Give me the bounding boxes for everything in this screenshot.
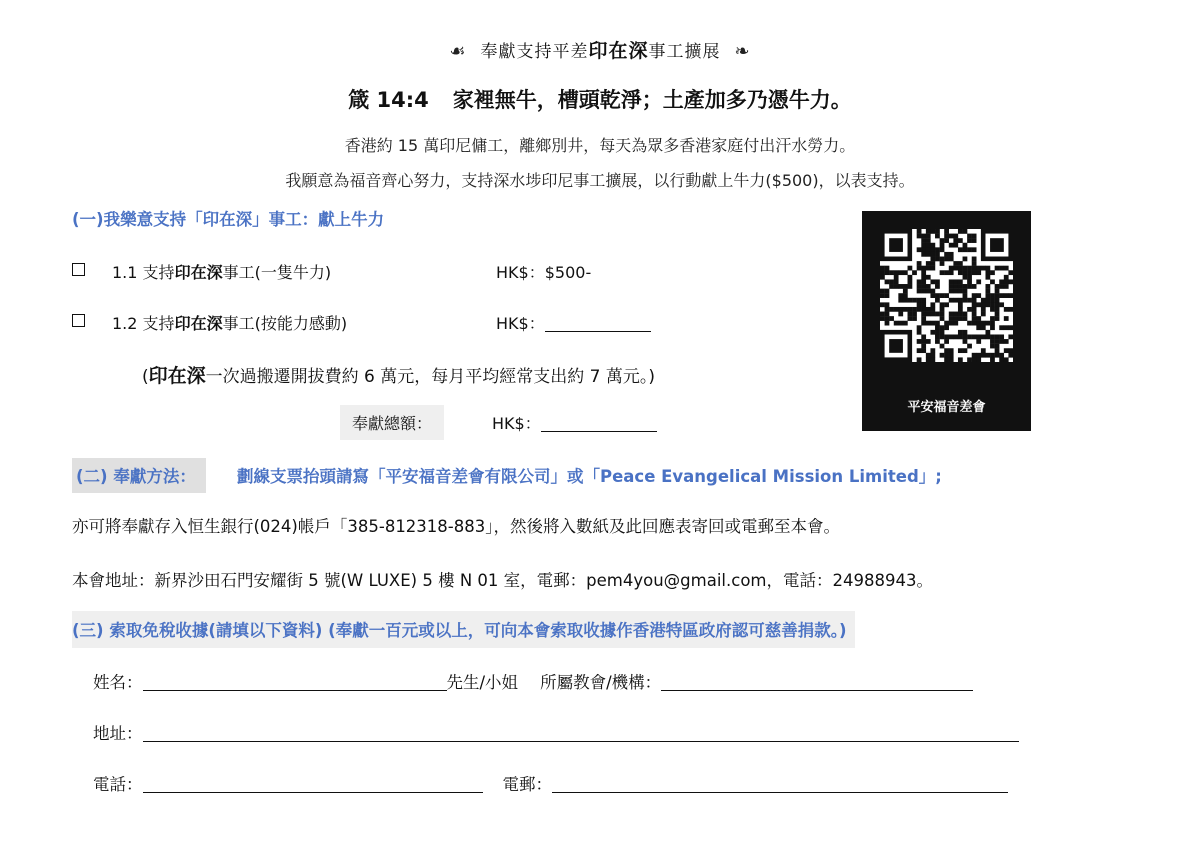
name-label: 姓名：: [93, 673, 143, 692]
verse-reference: 箴 14:4: [348, 88, 429, 112]
amount-label: HK$：: [496, 263, 545, 282]
header-prefix: 奉獻支持平差: [480, 42, 589, 62]
option-number: 1.2: [112, 314, 138, 333]
section2-label: (二) 奉獻方法：: [72, 458, 206, 493]
option-prefix: 支持: [142, 314, 175, 333]
qr-code-image: [880, 229, 1013, 362]
note-bold: 印在深: [148, 365, 206, 387]
phone-field[interactable]: [143, 776, 483, 793]
office-address: 本會地址：新界沙田石門安耀街 5 號(W LUXE) 5 樓 N 01 室，電郵：pem4you@gmail.com，電話：24988943。: [72, 571, 933, 590]
note-open: (: [142, 367, 149, 387]
option-1-2-checkbox[interactable]: [72, 314, 85, 327]
option-bold: 印在深: [174, 314, 223, 333]
intro-line-1: 香港約 15 萬印尼傭工，離鄉別井，每天為眾多香港家庭付出汗水勞力。: [344, 136, 856, 155]
deposit-instructions: 亦可將奉獻存入恒生銀行(024)帳戶「385-812318-883」，然後將入數紙及此回應表寄回或電郵至本會。: [72, 517, 840, 536]
option-1-1-label: [112, 260, 331, 283]
qr-code-icon: [880, 229, 1013, 362]
cost-note: [142, 361, 655, 388]
option-prefix: 支持: [142, 263, 175, 282]
option-suffix: 事工(按能力感動): [222, 314, 348, 333]
intro-line-2: 我願意為福音齊心努力，支持深水埗印尼事工擴展，以行動獻上牛力($500)，以表支持。: [285, 171, 915, 190]
qr-code-panel: [862, 211, 1031, 431]
section3-title: (三) 索取免稅收據(請填以下資料) (奉獻一百元或以上，可向本會索取收據作香港特區政府認可慈善捐款。): [72, 611, 855, 648]
phone-email-row: [93, 771, 1008, 795]
option-1-1-checkbox[interactable]: [72, 263, 85, 276]
right-ornament-icon: ❧: [734, 41, 751, 62]
amount-blank-field[interactable]: [545, 315, 651, 332]
header-highlight: 印在深: [588, 40, 649, 62]
page-header: [0, 36, 1200, 63]
total-amount: [492, 411, 657, 434]
address-row: [93, 720, 1019, 744]
total-blank-field[interactable]: [541, 415, 657, 432]
option-1-1: [72, 260, 592, 282]
option-1-2-amount: [496, 311, 651, 334]
email-field[interactable]: [552, 776, 1008, 793]
option-suffix: 事工(一隻牛力): [222, 263, 332, 282]
address-field[interactable]: [143, 725, 1019, 742]
church-field[interactable]: [661, 674, 973, 691]
section2-cheque-text: 劃線支票抬頭請寫「平安福音差會有限公司」或「Peace Evangelical Mission Limited」;: [237, 467, 942, 486]
option-1-2: [72, 311, 545, 333]
total-label: 奉獻總額：: [340, 405, 444, 440]
section1-title: (一)我樂意支持「印在深」事工：獻上牛力: [72, 210, 385, 229]
title-label: 先生/小姐: [446, 673, 519, 692]
phone-label: 電話：: [93, 775, 143, 794]
name-row: [93, 669, 973, 693]
qr-caption: 平安福音差會: [907, 400, 986, 415]
church-label: 所屬教會/機構：: [540, 673, 662, 692]
email-label: 電郵：: [502, 775, 552, 794]
option-1-1-amount: [496, 260, 591, 283]
header-suffix: 事工擴展: [648, 42, 721, 62]
note-rest: 一次過搬遷開拔費約 6 萬元，每月平均經常支出約 7 萬元。): [205, 367, 656, 387]
amount-value: $500-: [544, 263, 592, 282]
amount-label: HK$：: [496, 314, 545, 333]
verse-line: [0, 84, 1200, 114]
verse-text: 家裡無牛，槽頭乾淨；土產加多乃憑牛力。: [452, 88, 852, 112]
option-number: 1.1: [112, 263, 138, 282]
left-ornament-icon: ☙: [449, 41, 467, 62]
address-label: 地址：: [93, 724, 143, 743]
total-amount-label: HK$：: [492, 414, 541, 433]
option-bold: 印在深: [174, 263, 223, 282]
option-1-2-label: [112, 311, 347, 334]
name-field[interactable]: [143, 674, 447, 691]
